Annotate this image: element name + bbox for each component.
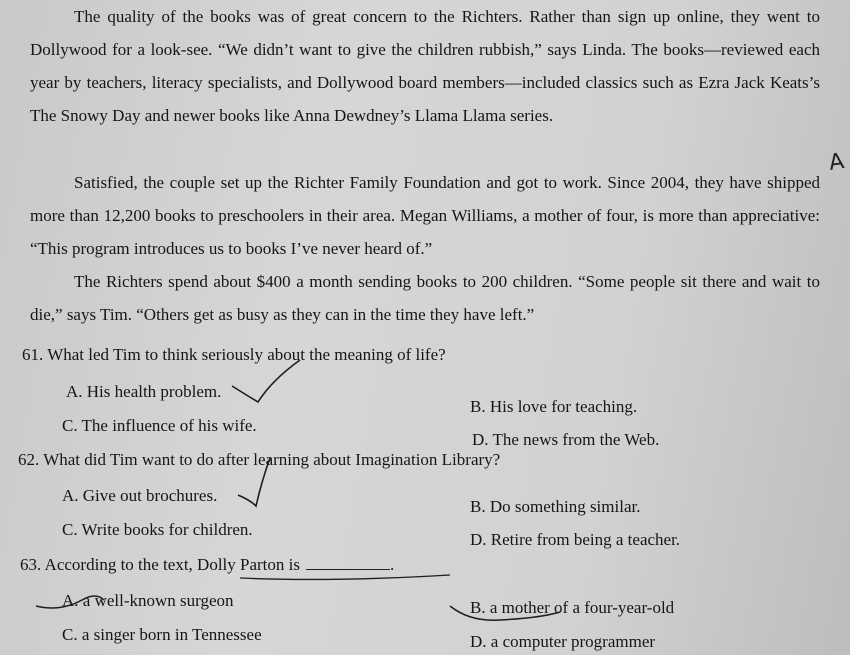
- question-63-text: 63. According to the text, Dolly Parton is: [20, 555, 300, 574]
- q62-option-d: D. Retire from being a teacher.: [470, 530, 681, 549]
- question-62: 62. What did Tim want to do after learning about Imagination Library?: [18, 450, 501, 469]
- q61-option-b: B. His love for teaching.: [470, 397, 638, 416]
- q62-option-b: B. Do something similar.: [470, 497, 641, 516]
- q63-option-d: D. a computer programmer: [470, 632, 656, 651]
- question-61: 61. What led Tim to think seriously about the meaning of life?: [22, 345, 446, 364]
- passage-paragraph-2: Satisfied, the couple set up the Richter Family Foundation and got to work. Since 2004, they have shipped more than 12,200 books to preschoolers in their area. Megan Williams, a mother of four, is more than appreciative: “This program introduces us to books I’ve never heard of.”: [30, 173, 820, 258]
- passage-paragraph-3: The Richters spend about $400 a month sending books to 200 children. “Some people sit there and wait to die,” says Tim. “Others get as busy as they can in the time they have left.”: [30, 272, 820, 324]
- q63-underline: [240, 575, 450, 579]
- q63-option-a: A. a well-known surgeon: [62, 591, 234, 610]
- question-63: 63. According to the text, Dolly Parton is .: [20, 555, 395, 574]
- answer-blank: [306, 555, 390, 570]
- q61-check-mark: [232, 360, 300, 402]
- q63-option-c: C. a singer born in Tennessee: [62, 625, 262, 644]
- q63-option-b: B. a mother of a four-year-old: [470, 598, 675, 617]
- q61-option-d: D. The news from the Web.: [472, 430, 660, 449]
- margin-note: A: [827, 149, 846, 176]
- q62-option-c: C. Write books for children.: [62, 520, 253, 539]
- q61-option-a: A. His health problem.: [66, 382, 222, 401]
- passage-paragraph-1: The quality of the books was of great concern to the Richters. Rather than sign up online, they went to Dollywood for a look-see. “We didn’t want to give the children rubbish,” says Linda. The books—reviewed each year by teachers, literacy specialists, and Dollywood board members—included classics such as Ezra Jack Keats’s The Snowy Day and newer books like Anna Dewdney’s Llama Llama series.: [30, 7, 820, 125]
- q62-option-a: A. Give out brochures.: [62, 486, 218, 505]
- q61-option-c: C. The influence of his wife.: [62, 416, 257, 435]
